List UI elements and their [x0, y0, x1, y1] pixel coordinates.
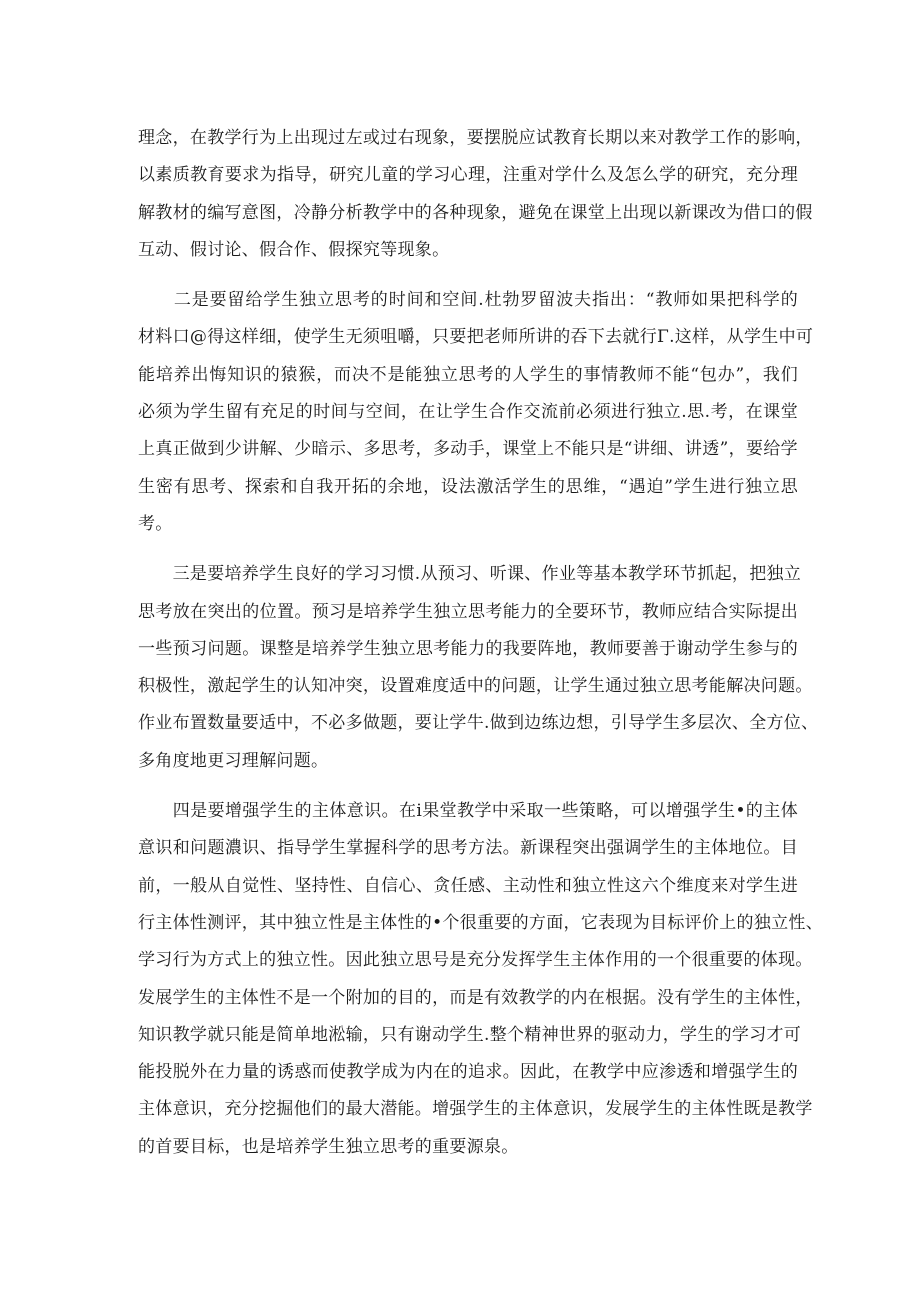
- text-line: 材料口@得这样细，使学生无须咀嚼，只要把老师所讲的吞下去就行Γ.这样，从学生中可: [138, 327, 814, 348]
- text-line: 互动、假讨论、假合作、假探究等现象。: [138, 239, 450, 260]
- text-line: 能培养出悔知识的猿猴，而决不是能独立思考的人学生的事情教师不能“包办”，我们: [138, 364, 798, 385]
- paragraph-point-four: [138, 793, 824, 1166]
- text-line: 主体意识，充分挖掘他们的最大潜能。增强学生的主体意识，发展学生的主体性既是教学: [138, 1099, 813, 1120]
- paragraph-point-three: [138, 556, 819, 780]
- text-line: 生密有思考、探索和自我开拓的余地，设法激活学生的思维，“遇迫”学生进行独立思: [138, 476, 798, 497]
- text-line: 考。: [138, 513, 173, 534]
- text-line: 上真正做到少讲解、少暗示、多思考，多动手，课堂上不能只是“讲细、讲透”，要给学: [138, 439, 798, 460]
- text-line: 以素质教育要求为指导，研究儿童的学习心理，注重对学什么及怎么学的研究，充分理: [138, 165, 798, 186]
- text-line: 的首要目标，也是培养学生独立思考的重要源泉。: [138, 1136, 519, 1157]
- text-line: 理念，在教学行为上出现过左或过右现象，要摆脱应试教育长期以来对教学工作的影响，: [138, 128, 813, 148]
- text-line: 思考放在突出的位置。预习是培养学生独立思考能力的全要环节，教师应结合实际提出: [138, 601, 798, 622]
- text-line: 知识教学就只能是简单地淞输，只有谢动学生.整个精神世界的驱动力，学生的学习才可: [138, 1024, 802, 1045]
- text-line: 三是要培养学生良好的学习习惯.从预习、听课、作业等基本教学环节抓起，把独立: [138, 564, 802, 585]
- text-line: 二是要留给学生独立思考的时间和空间.杜勃罗留波夫指出：“教师如果把科学的: [138, 290, 798, 311]
- text-line: 学习行为方式上的独立性。因此独立思号是充分发挥学生主体作用的一个很重要的体现。: [138, 950, 813, 971]
- text-line: 积极性，激起学生的认知冲突，设置难度适中的问题，让学生通过独立思考能解决问题。: [138, 676, 813, 697]
- text-line: 一些预习问题。课整是培养学生独立思考能力的我要阵地，教师要善于谢动学生参与的: [138, 638, 798, 659]
- text-line: 作业布置数量要适中，不必多做题，要让学牛.做到边练边想，引导学生多层次、全方位、: [138, 713, 819, 734]
- text-line: 前，一般从自觉性、坚持性、自信心、贪任感、主动性和独立性这六个维度来对学生进: [138, 875, 798, 896]
- text-line: 解教材的编写意图，冷静分析教学中的各种现象，避免在课堂上出现以新课改为借口的假: [138, 202, 813, 223]
- text-line: 多角度地更习理解问题。: [138, 750, 329, 771]
- text-line: 能投脱外在力量的诱惑而使教学成为内在的追求。因此，在教学中应渗透和增强学生的: [138, 1062, 798, 1083]
- text-line: 发展学生的主体性不是一个附加的目的，而是有效教学的内在根据。没有学生的主体性，: [138, 987, 813, 1008]
- text-line: 必须为学生留有充足的时间与空间，在让学生合作交流前必须进行独立.思.考，在课堂: [138, 402, 798, 423]
- text-line: 意识和问题濃识、指导学生掌握科学的思考方法。新课程突出强调学生的主体地位。目: [138, 838, 798, 859]
- paragraph-point-two: [138, 282, 814, 543]
- document-page: [138, 120, 824, 1179]
- text-line: 四是要增强学生的主体意识。在i果堂教学中采取一些策略，可以增强学生•的主体: [138, 801, 798, 822]
- text-line: 行主体性测评，其中独立性是主体性的•个很重要的方面，它表现为目标评价上的独立性、: [138, 912, 824, 933]
- paragraph-continuation: [138, 120, 813, 269]
